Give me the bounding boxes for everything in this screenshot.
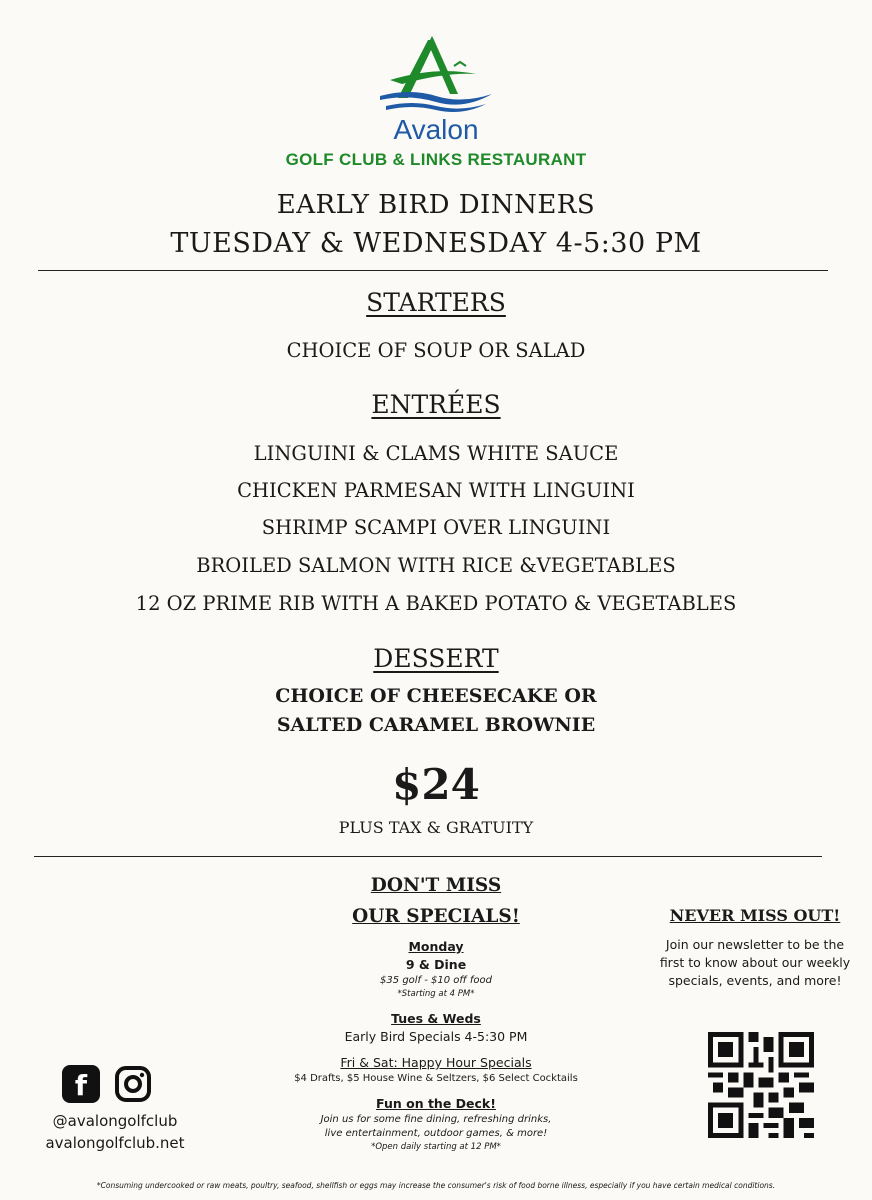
instagram-icon[interactable]: [114, 1065, 152, 1103]
disclaimer: *Consuming undercooked or raw meats, poultry, seafood, shellfish or eggs may increase the consumer's risk of food borne illness, especially if you have certain medical conditions.: [96, 1181, 776, 1190]
starters-heading: STARTERS: [366, 288, 506, 317]
price-note: PLUS TAX & GRATUITY: [338, 818, 534, 837]
menu-item: CHOICE OF SOUP OR SALAD: [286, 339, 586, 362]
menu-item: CHICKEN PARMESAN WITH LINGUINI: [237, 479, 635, 502]
price: $24: [392, 760, 480, 809]
special-note: *Starting at 4 PM*: [397, 989, 475, 999]
menu-item: SHRIMP SCAMPI OVER LINGUINI: [261, 516, 611, 539]
special-day-monday: Monday: [408, 939, 464, 954]
menu-item: SALTED CARAMEL BROWNIE: [276, 714, 596, 736]
special-name: 9 & Dine: [405, 957, 467, 972]
special-detail: live entertainment, outdoor games, & more!: [324, 1128, 548, 1139]
facebook-icon[interactable]: f: [62, 1065, 100, 1103]
brand-name: Avalon: [393, 114, 479, 145]
menu-item: LINGUINI & CLAMS WHITE SAUCE: [253, 442, 619, 465]
special-note: *Open daily starting at 12 PM*: [371, 1142, 501, 1152]
menu-item: CHOICE OF CHEESECAKE OR: [275, 685, 597, 707]
social-handle[interactable]: @avalongolfclub: [52, 1112, 178, 1130]
newsletter-body: Join our newsletter to be the first to know about our weekly specials, events, and more!: [659, 937, 851, 988]
special-detail: $35 golf - $10 off food: [380, 975, 492, 986]
page-subtitle: TUESDAY & WEDNESDAY 4-5:30 PM: [170, 228, 702, 259]
website-link[interactable]: avalongolfclub.net: [45, 1134, 185, 1152]
menu-item: 12 OZ PRIME RIB WITH A BAKED POTATO & VEGETABLES: [135, 592, 737, 615]
brand-subtitle: GOLF CLUB & LINKS RESTAURANT: [285, 150, 587, 169]
special-detail: $4 Drafts, $5 House Wine & Seltzers, $6 Select Cocktails: [294, 1073, 578, 1084]
special-day-fri-sat: Fri & Sat: Happy Hour Specials: [340, 1055, 532, 1070]
newsletter-title: NEVER MISS OUT!: [669, 906, 841, 925]
specials-title-line1: DON'T MISS: [370, 875, 502, 896]
dessert-heading: DESSERT: [373, 644, 499, 673]
avalon-logo-icon: [376, 36, 496, 118]
page-title: EARLY BIRD DINNERS: [276, 190, 596, 220]
divider-bottom: [34, 856, 822, 857]
divider-top: [38, 270, 828, 271]
qr-code-icon[interactable]: [708, 1032, 814, 1138]
menu-item: BROILED SALMON WITH RICE &VEGETABLES: [196, 554, 676, 577]
special-day-tues-weds: Tues & Weds: [391, 1011, 481, 1026]
special-deck-title: Fun on the Deck!: [376, 1096, 496, 1111]
entrees-heading: ENTRÉES: [371, 390, 501, 419]
specials-title-line2: OUR SPECIALS!: [352, 906, 520, 927]
special-detail: Join us for some fine dining, refreshing drinks,: [320, 1114, 552, 1125]
special-name: Early Bird Specials 4-5:30 PM: [344, 1029, 528, 1044]
